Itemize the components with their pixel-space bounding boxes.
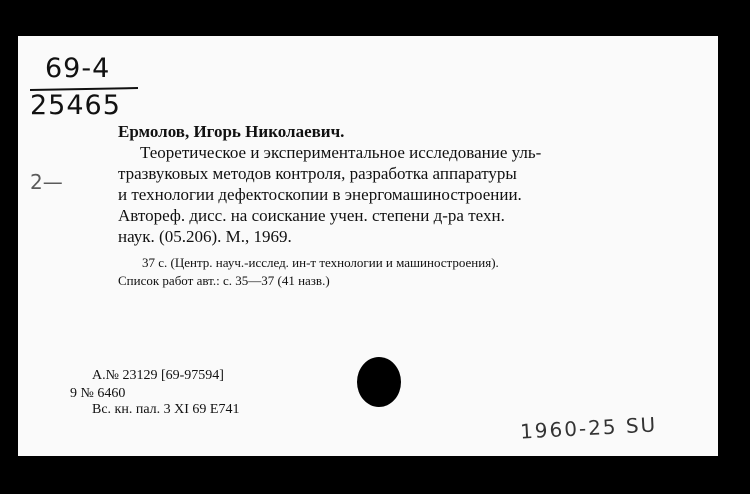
shelf-mark-top: 69-4 <box>45 53 111 84</box>
handwritten-stamp: 1960-25 SU <box>519 412 658 444</box>
accession-number: А.№ 23129 [69-97594] <box>92 368 224 383</box>
shelf-mark-bottom: 25465 <box>30 90 121 121</box>
title-line: Автореф. дисс. на соискание учен. степени д-ра техн. <box>118 206 505 225</box>
title-line: и технологии дефектоскопии в энергомашиностроении. <box>118 185 522 204</box>
title-line: тразвуковых методов контроля, разработка аппаратуры <box>118 164 517 183</box>
author-heading: Ермолов, Игорь Николаевич. <box>118 122 345 141</box>
accession-registry: Вс. кн. пал. 3 XI 69 Е741 <box>92 402 240 417</box>
accession-secondary: 9 № 6460 <box>70 386 126 401</box>
margin-handwritten-mark: 2— <box>30 170 63 194</box>
title-paragraph <box>118 142 678 247</box>
references-line: Список работ авт.: с. 35—37 (41 назв.) <box>118 273 330 288</box>
pages-line: 37 с. (Центр. науч.-исслед. ин-т технологии и машиностроения). <box>142 255 499 270</box>
title-line: Теоретическое и экспериментальное исследование уль- <box>140 143 542 162</box>
punch-hole <box>357 357 401 407</box>
title-line: наук. (05.206). М., 1969. <box>118 227 292 246</box>
